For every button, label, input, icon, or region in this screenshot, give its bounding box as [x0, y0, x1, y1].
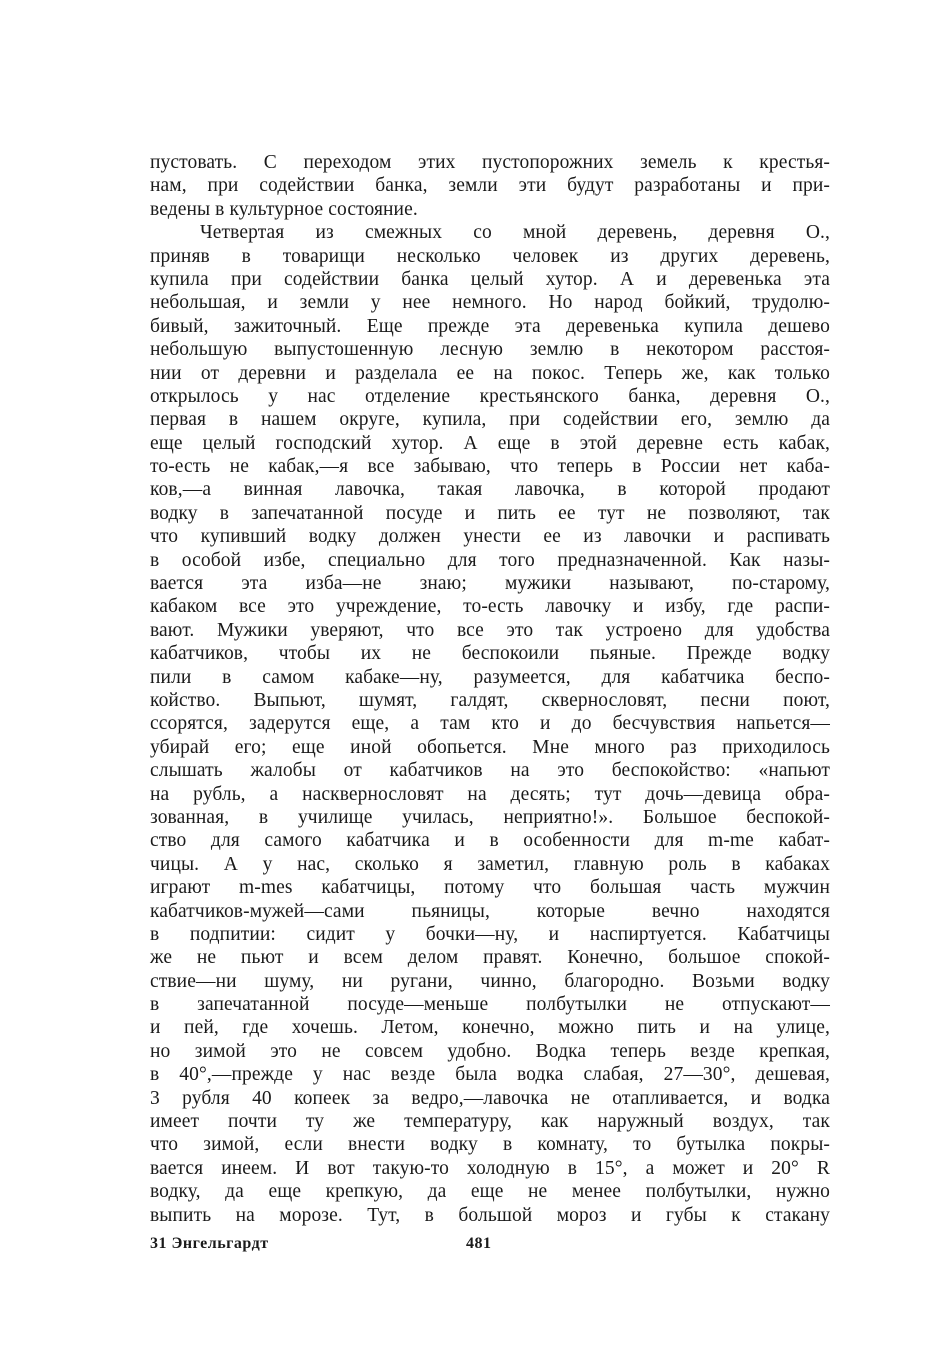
text-line: открылось у нас отделение крестьянского банка, деревня О., [150, 385, 830, 407]
text-line: на рубль, а насквернословят на десять; тут дочь—девица обра- [150, 783, 830, 805]
text-line: чицы. А у нас, сколько я заметил, главную роль в кабаках [150, 853, 830, 875]
text-line: что зимой, если внести водку в комнату, то бутылка покры- [150, 1134, 830, 1156]
text-line: кабатчиков, чтобы их не беспокоили пьяные. Прежде водку [150, 643, 830, 665]
text-line: водку, да еще крепкую, да еще не менее полбутылки, нужно [150, 1181, 830, 1203]
text-line: слышать жалобы от кабатчиков на это беспокойство: «напьют [150, 760, 830, 782]
text-line: пустовать. С переходом этих пустопорожних земель к крестья- [150, 152, 830, 173]
text-line: убирай его; еще иной обопьется. Мне много раз приходилось [150, 736, 830, 758]
text-line: еще целый господский хутор. А еще в этой деревне есть кабак, [150, 432, 830, 454]
text-line: койство. Выпьют, шумят, галдят, сквернословят, песни поют, [150, 689, 830, 711]
text-line: то-есть не кабак,—я все забываю, что теперь в России нет каба- [150, 456, 830, 478]
text-line: в подпитии: сидит у бочки—ну, и наспиртуется. Кабатчицы [150, 923, 830, 945]
text-line: кабатчиков-мужей—сами пьяницы, которые вечно находятся [150, 900, 830, 922]
text-line: в 40°,—прежде у нас везде была водка слабая, 27—30°, дешевая, [150, 1064, 830, 1086]
text-line: зованная, в училище училась, неприятно!». Большое беспокой- [150, 806, 830, 828]
text-line: имеет почти ту же температуру, как наружный воздух, так [150, 1111, 830, 1133]
text-line: приняв в товарищи несколько человек из других деревень, [150, 245, 830, 267]
text-line: в запечатанной посуде—меньше полбутылки не отпускают— [150, 994, 830, 1016]
text-line: выпить на морозе. Тут, в большой мороз и губы к стакану [150, 1204, 830, 1226]
text-line: что купивший водку должен унести ее из лавочки и распивать [150, 526, 830, 548]
page-footer [150, 1235, 830, 1259]
text-line: нам, при содействии банка, земли эти будут разработаны и при- [150, 175, 830, 197]
text-line: Четвертая из смежных со мной деревень, деревня О., [200, 222, 830, 244]
text-line: кабаком все это учреждение, то-есть лавочку и избу, где распи- [150, 596, 830, 618]
text-line: пили в самом кабаке—ну, разумеется, для кабатчика беспо- [150, 666, 830, 688]
body-text [150, 151, 830, 1227]
text-line: ссорятся, задерутся еще, а там кто и до бесчувствия напьется— [150, 713, 830, 735]
text-line: небольшая, и земли у нее немного. Но народ бойкий, трудолю- [150, 292, 830, 314]
text-line: вается инеем. И вот такую-то холодную в 15°, а может и 20° R [150, 1157, 830, 1179]
text-line: но зимой это не совсем удобно. Водка теперь везде крепкая, [150, 1040, 830, 1062]
text-line: играют m-mes кабатчицы, потому что большая часть мужчин [150, 877, 830, 899]
text-line: небольшую выпустошенную лесную землю в некотором расстоя- [150, 339, 830, 361]
text-line: ство для самого кабатчика и в особенности для m-me кабат- [150, 830, 830, 852]
text-line: вают. Мужики уверяют, что все это так устроено для удобства [150, 619, 830, 641]
text-line: бивый, зажиточный. Еще прежде эта деревенька купила дешево [150, 315, 830, 337]
text-line: ствие—ни шуму, ни ругани, чинно, благородно. Возьми водку [150, 970, 830, 992]
text-line: вается эта изба—не знаю; мужики называют, по-старому, [150, 573, 830, 595]
text-line: ведены в культурное состояние. [150, 198, 418, 220]
text-line: купила при содействии банка целый хутор. А и деревенька эта [150, 268, 830, 290]
text-line: ков,—а винная лавочка, такая лавочка, в которой продают [150, 479, 830, 501]
text-line: в особой избе, специально для того предназначенной. Как назы- [150, 549, 830, 571]
text-line: водку в запечатанной посуде и пить ее тут не позволяют, так [150, 502, 830, 524]
text-line: же не пьют и всем делом правят. Конечно, большое спокой- [150, 947, 830, 969]
text-line: и пей, где хочешь. Летом, конечно, можно пить и на улице, [150, 1017, 830, 1039]
text-line: 3 рубля 40 копеек за ведро,—лавочка не отапливается, и водка [150, 1087, 830, 1109]
signature-mark: 31 Энгельгардт [150, 1235, 269, 1252]
text-line: первая в нашем округе, купила, при содействии его, землю да [150, 409, 830, 431]
text-line: нии от деревни и разделала ее на покос. Теперь же, как только [150, 362, 830, 384]
page-number: 481 [466, 1235, 492, 1252]
